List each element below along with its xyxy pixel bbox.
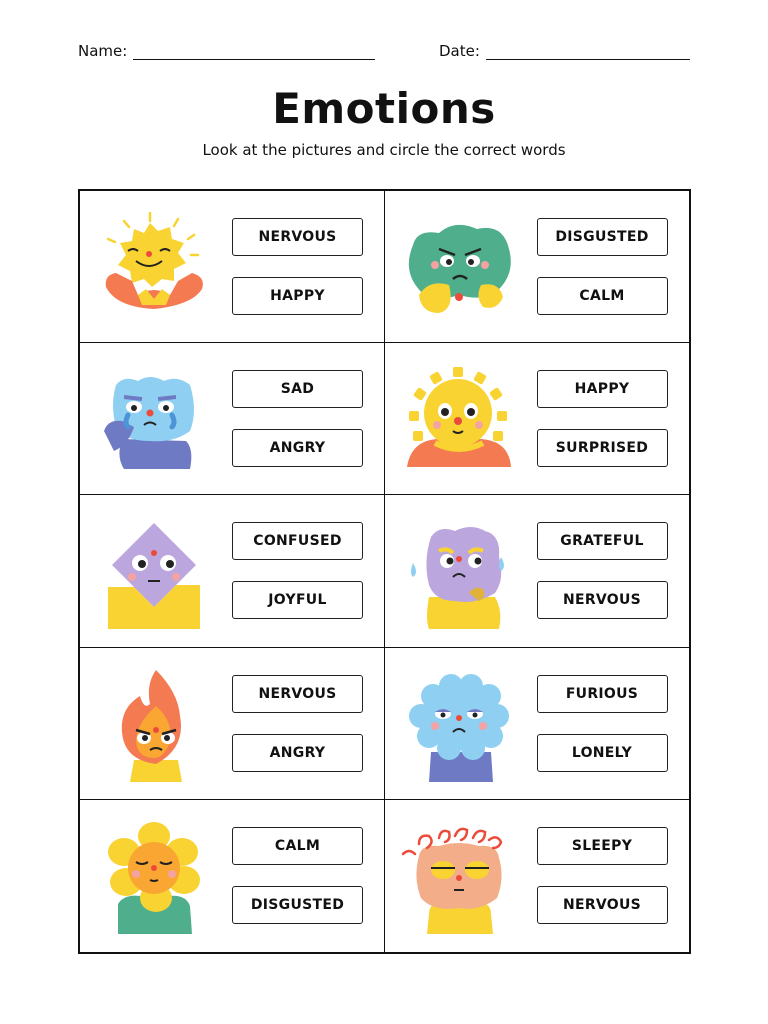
cloud-face-icon bbox=[399, 666, 519, 784]
page-subtitle: Look at the pictures and circle the correct words bbox=[202, 141, 566, 159]
answer-option[interactable]: NERVOUS bbox=[232, 218, 363, 256]
sunburst-face-icon bbox=[399, 361, 519, 479]
answer-option[interactable]: NERVOUS bbox=[537, 581, 668, 619]
emotion-card bbox=[385, 648, 690, 800]
emotion-card bbox=[80, 800, 385, 952]
sun-face-icon bbox=[94, 209, 214, 327]
emotion-card bbox=[385, 191, 690, 343]
flower-face-icon bbox=[94, 818, 214, 936]
purple-sweating-face-icon bbox=[399, 513, 519, 631]
answer-option[interactable]: NERVOUS bbox=[537, 886, 668, 924]
page-title: Emotions bbox=[272, 84, 496, 133]
name-field[interactable] bbox=[78, 42, 375, 60]
answer-option[interactable]: SURPRISED bbox=[537, 429, 668, 467]
answer-option[interactable]: DISGUSTED bbox=[232, 886, 363, 924]
answer-option[interactable]: CALM bbox=[537, 277, 668, 315]
answer-option[interactable]: SLEEPY bbox=[537, 827, 668, 865]
name-label: Name: bbox=[78, 42, 128, 60]
emotion-grid bbox=[78, 189, 691, 954]
emotion-card bbox=[80, 648, 385, 800]
date-line[interactable] bbox=[486, 43, 690, 60]
answer-option[interactable]: FURIOUS bbox=[537, 675, 668, 713]
answer-option[interactable]: HAPPY bbox=[232, 277, 363, 315]
answer-option[interactable]: ANGRY bbox=[232, 734, 363, 772]
flame-face-icon bbox=[94, 666, 214, 784]
blue-crying-face-icon bbox=[94, 361, 214, 479]
emotion-card bbox=[80, 495, 385, 647]
answer-option[interactable]: NERVOUS bbox=[232, 675, 363, 713]
green-blob-angry-icon bbox=[399, 209, 519, 327]
answer-option[interactable]: JOYFUL bbox=[232, 581, 363, 619]
emotion-card bbox=[385, 800, 690, 952]
curly-hair-sleepy-face-icon bbox=[399, 818, 519, 936]
date-field[interactable] bbox=[439, 42, 690, 60]
answer-option[interactable]: LONELY bbox=[537, 734, 668, 772]
answer-option[interactable]: HAPPY bbox=[537, 370, 668, 408]
emotion-card bbox=[80, 191, 385, 343]
name-line[interactable] bbox=[133, 43, 375, 60]
date-label: Date: bbox=[439, 42, 480, 60]
emotion-card bbox=[385, 343, 690, 495]
answer-option[interactable]: CONFUSED bbox=[232, 522, 363, 560]
answer-option[interactable]: DISGUSTED bbox=[537, 218, 668, 256]
answer-option[interactable]: GRATEFUL bbox=[537, 522, 668, 560]
emotion-card bbox=[80, 343, 385, 495]
answer-option[interactable]: SAD bbox=[232, 370, 363, 408]
answer-option[interactable]: ANGRY bbox=[232, 429, 363, 467]
answer-option[interactable]: CALM bbox=[232, 827, 363, 865]
purple-diamond-face-icon bbox=[94, 513, 214, 631]
emotion-card bbox=[385, 495, 690, 647]
header-fields bbox=[78, 42, 692, 64]
